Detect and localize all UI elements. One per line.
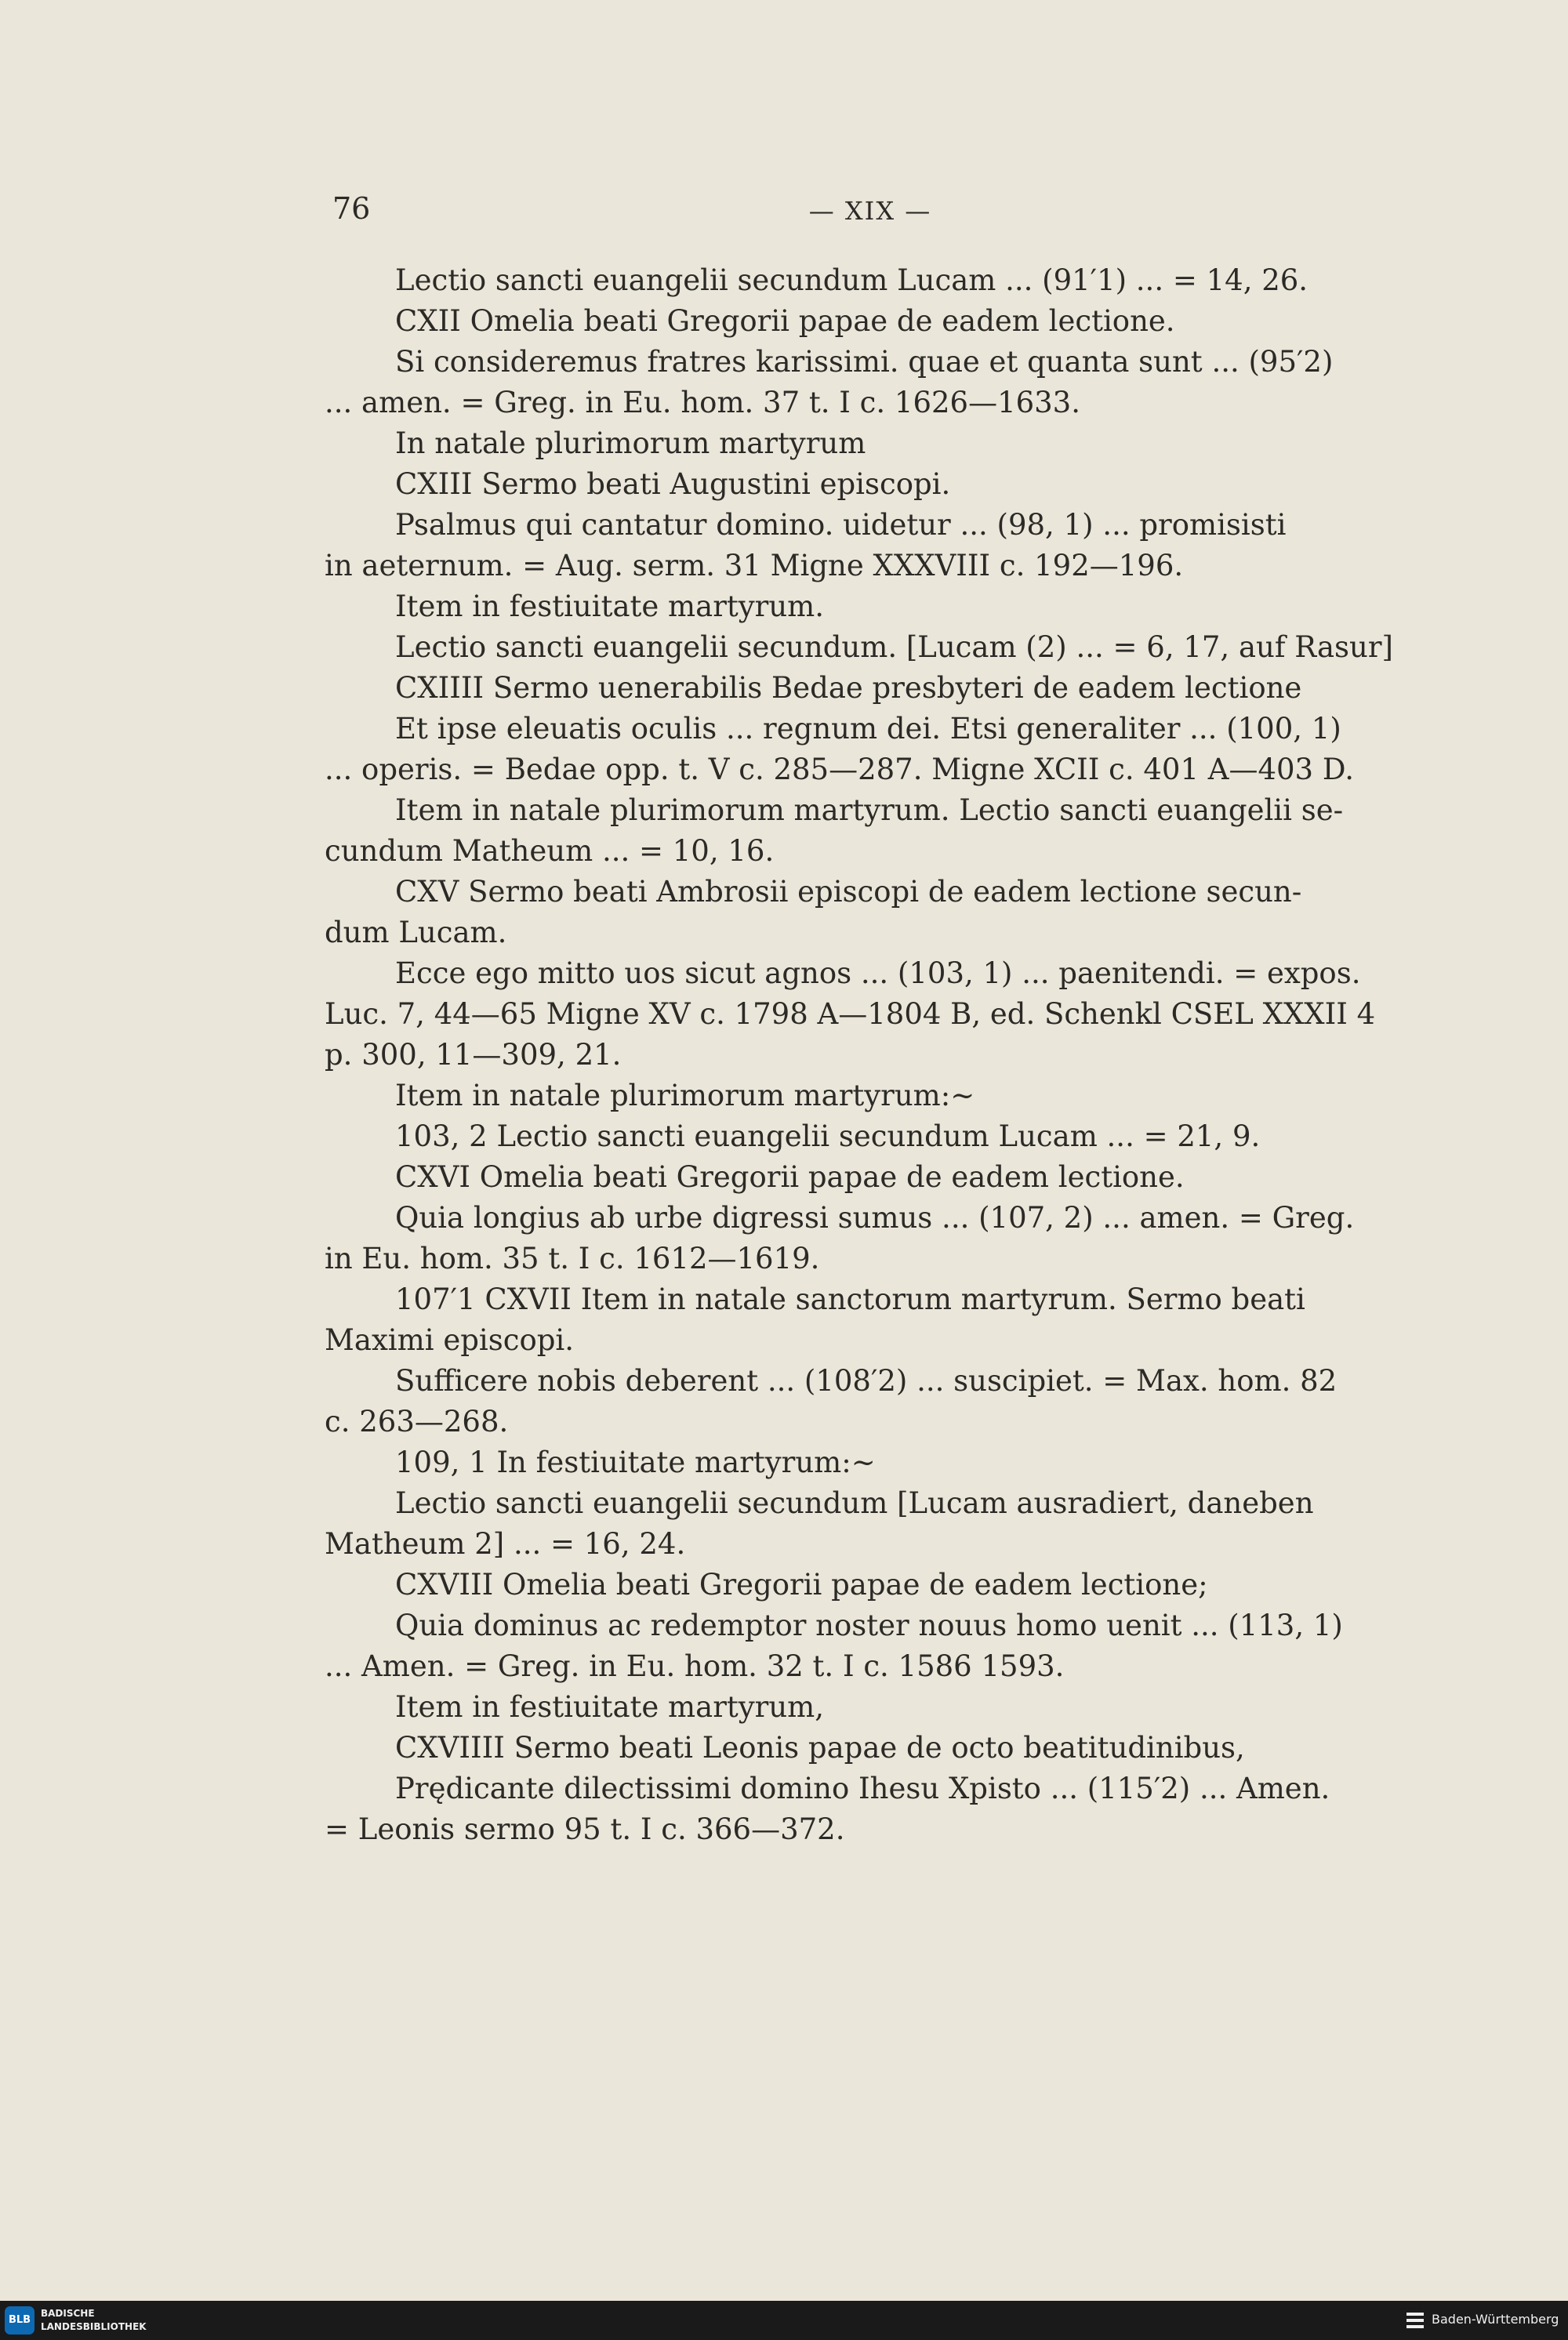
text-line: Et ipse eleuatis oculis ... regnum dei. Etsi generaliter ... (100, 1) (395, 712, 1341, 746)
text-line: Lectio sancti euangelii secundum Lucam ... (91′1) ... = 14, 26. (395, 263, 1308, 297)
text-line: Item in festiuitate martyrum. (395, 590, 825, 623)
text-line: CXIIII Sermo uenerabilis Bedae presbyteri de eadem lectione (395, 671, 1302, 705)
library-name-line-1: BADISCHE (41, 2308, 95, 2319)
text-line: Luc. 7, 44—65 Migne XV c. 1798 A—1804 B, ed. Schenkl CSEL XXXII 4 (325, 997, 1376, 1031)
text-line: cundum Matheum ... = 10, 16. (325, 834, 775, 868)
library-name-line-2: LANDESBIBLIOTHEK (41, 2321, 147, 2332)
text-line: Quia longius ab urbe digressi sumus ... (107, 2) ... amen. = Greg. (395, 1201, 1355, 1235)
text-line: CXV Sermo beati Ambrosii episcopi de eadem lectione secun- (395, 875, 1302, 909)
text-line: Prędicante dilectissimi domino Ihesu Xpisto ... (115′2) ... Amen. (395, 1772, 1330, 1805)
library-name[interactable] (41, 2307, 147, 2334)
text-line: CXVIII Omelia beati Gregorii papae de eadem lectione; (395, 1568, 1208, 1602)
text-line: CXVI Omelia beati Gregorii papae de eadem lectione. (395, 1160, 1185, 1194)
text-line: Item in festiuitate martyrum, (395, 1690, 825, 1724)
text-line: dum Lucam. (325, 916, 507, 949)
page-number: 76 (332, 191, 371, 226)
text-line: 109, 1 In festiuitate martyrum:~ (395, 1446, 876, 1479)
text-line: CXVIIII Sermo beati Leonis papae de octo beatitudinibus, (395, 1731, 1245, 1765)
text-line: ... Amen. = Greg. in Eu. hom. 32 t. I c. 1586 1593. (325, 1649, 1065, 1683)
text-line: CXII Omelia beati Gregorii papae de eadem lectione. (395, 304, 1175, 338)
blb-logo-icon[interactable]: BLB (5, 2306, 34, 2335)
text-line: Quia dominus ac redemptor noster nouus homo uenit ... (113, 1) (395, 1609, 1343, 1642)
text-line: Psalmus qui cantatur domino. uidetur ... (98, 1) ... promisisti (395, 508, 1287, 542)
text-line: Si consideremus fratres karissimi. quae et quanta sunt ... (95′2) (395, 345, 1334, 379)
text-line: 103, 2 Lectio sancti euangelii secundum Lucam ... = 21, 9. (395, 1119, 1261, 1153)
text-line: Ecce ego mitto uos sicut agnos ... (103, 1) ... paenitendi. = expos. (395, 956, 1361, 990)
text-line: 107′1 CXVII Item in natale sanctorum martyrum. Sermo beati (395, 1282, 1305, 1316)
text-line: Lectio sancti euangelii secundum. [Lucam (2) ... = 6, 17, auf Rasur] (395, 630, 1393, 664)
text-line: In natale plurimorum martyrum (395, 426, 866, 460)
viewer-footer-bar (0, 2301, 1568, 2340)
text-line: = Leonis sermo 95 t. I c. 366—372. (325, 1812, 845, 1846)
text-line: CXIII Sermo beati Augustini episcopi. (395, 467, 951, 501)
text-line: Matheum 2] ... = 16, 24. (325, 1527, 686, 1561)
baden-wuerttemberg-lions-icon (1405, 2310, 1425, 2331)
text-line: p. 300, 11—309, 21. (325, 1038, 622, 1072)
running-header: — XIX — (808, 196, 932, 226)
text-line: Sufficere nobis deberent ... (108′2) ... suscipiet. = Max. hom. 82 (395, 1364, 1338, 1398)
text-line: in aeternum. = Aug. serm. 31 Migne XXXVIII c. 192—196. (325, 549, 1184, 582)
text-line: ... operis. = Bedae opp. t. V c. 285—287. Migne XCII c. 401 A—403 D. (325, 753, 1354, 786)
state-name[interactable]: Baden-Württemberg (1432, 2312, 1559, 2327)
text-line: Maximi episcopi. (325, 1323, 575, 1357)
text-line: c. 263—268. (325, 1405, 509, 1438)
text-line: ... amen. = Greg. in Eu. hom. 37 t. I c. 1626—1633. (325, 386, 1080, 419)
text-line: in Eu. hom. 35 t. I c. 1612—1619. (325, 1242, 820, 1275)
text-line: Lectio sancti euangelii secundum [Lucam ausradiert, daneben (395, 1486, 1314, 1520)
text-line: Item in natale plurimorum martyrum. Lectio sancti euangelii se- (395, 793, 1344, 827)
text-line: Item in natale plurimorum martyrum:~ (395, 1079, 975, 1112)
